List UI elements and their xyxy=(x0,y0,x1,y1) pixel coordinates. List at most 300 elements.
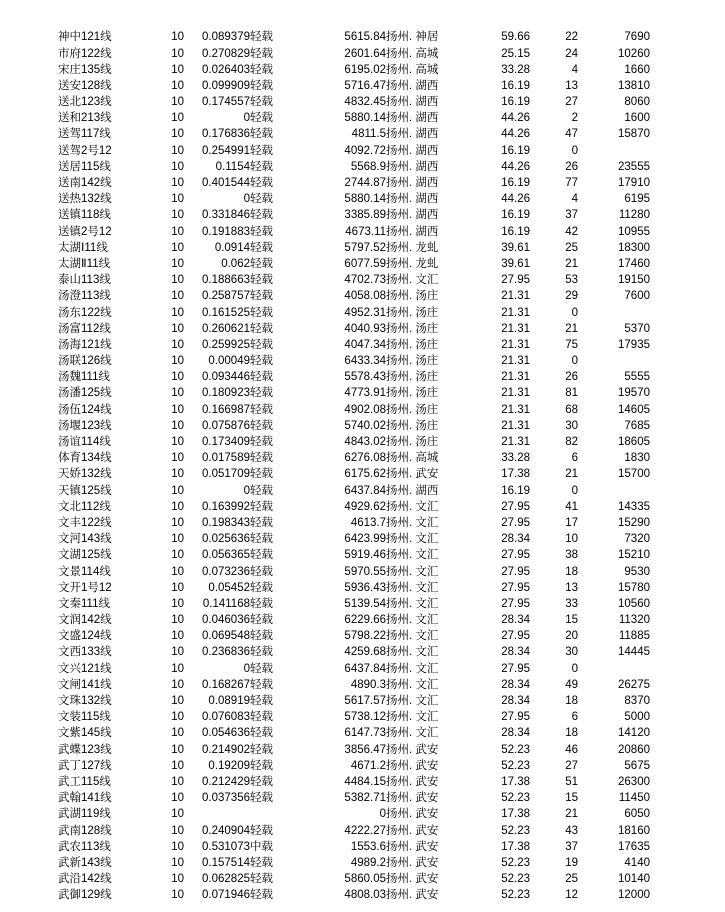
cell-line_name[interactable]: 武工115线 xyxy=(58,775,111,788)
cell-line_name[interactable]: 文景114线 xyxy=(58,565,111,578)
cell-total[interactable]: 14335 xyxy=(618,500,650,513)
cell-value[interactable] xyxy=(184,807,250,823)
cell-count[interactable]: 10 xyxy=(565,533,578,546)
cell-total[interactable]: 26300 xyxy=(618,775,650,788)
cell-amount[interactable]: 5798.22 xyxy=(344,630,386,643)
cell-amount[interactable]: 5880.14 xyxy=(344,193,386,206)
table-row[interactable] xyxy=(58,111,650,127)
cell-value[interactable]: 0.258757 xyxy=(202,290,250,303)
cell-value[interactable]: 0.161525 xyxy=(202,306,250,319)
cell-ten[interactable]: 10 xyxy=(171,306,184,319)
cell-line_name[interactable]: 汤魏111线 xyxy=(58,371,110,384)
cell-amount[interactable]: 4952.31 xyxy=(344,306,386,319)
cell-value[interactable]: 0.176836 xyxy=(202,128,250,141)
cell-line_name[interactable]: 汤富112线 xyxy=(58,322,111,335)
cell-area[interactable]: 扬州. 文汇 xyxy=(386,630,439,643)
cell-value[interactable]: 0 xyxy=(243,112,250,125)
cell-count[interactable]: 27 xyxy=(565,96,578,109)
cell-area[interactable]: 扬州. 武安 xyxy=(386,873,439,886)
cell-value[interactable]: 0.025636 xyxy=(202,533,250,546)
cell-count[interactable]: 15 xyxy=(565,792,578,805)
cell-ten[interactable]: 10 xyxy=(171,759,184,772)
cell-value[interactable]: 0.075876 xyxy=(202,419,250,432)
cell-ten[interactable]: 10 xyxy=(171,695,184,708)
cell-load_type[interactable]: 轻载 xyxy=(250,290,273,303)
cell-rate[interactable]: 33.28 xyxy=(501,452,530,465)
cell-line_name[interactable]: 汤伍124线 xyxy=(58,403,112,416)
table-row[interactable] xyxy=(58,192,650,208)
cell-line_name[interactable]: 天娇132线 xyxy=(58,468,112,481)
table-row[interactable] xyxy=(58,257,650,273)
cell-count[interactable]: 25 xyxy=(565,873,578,886)
cell-line_name[interactable]: 送镇2号12 xyxy=(58,225,112,238)
cell-line_name[interactable]: 太湖Ⅰ11线 xyxy=(58,241,108,254)
cell-ten[interactable]: 10 xyxy=(171,889,184,902)
cell-total[interactable]: 10260 xyxy=(618,47,650,60)
cell-amount[interactable]: 4058.08 xyxy=(344,290,386,303)
cell-count[interactable]: 37 xyxy=(565,209,578,222)
cell-rate[interactable]: 52.23 xyxy=(501,856,530,869)
cell-amount[interactable]: 6423.99 xyxy=(344,533,386,546)
cell-rate[interactable]: 21.31 xyxy=(501,403,530,416)
cell-load_type[interactable]: 轻载 xyxy=(250,743,273,756)
cell-amount[interactable]: 4222.27 xyxy=(344,824,386,837)
cell-load_type[interactable]: 轻载 xyxy=(250,112,273,125)
cell-value[interactable]: 0.259925 xyxy=(202,338,250,351)
cell-rate[interactable]: 52.23 xyxy=(501,759,530,772)
cell-line_name[interactable]: 文珠132线 xyxy=(58,695,112,708)
cell-rate[interactable]: 21.31 xyxy=(501,419,530,432)
cell-count[interactable]: 29 xyxy=(565,290,578,303)
cell-ten[interactable]: 10 xyxy=(171,209,184,222)
cell-amount[interactable]: 4811.5 xyxy=(351,128,386,141)
cell-rate[interactable]: 27.95 xyxy=(501,500,530,513)
cell-area[interactable]: 扬州. 汤庄 xyxy=(386,290,439,303)
cell-rate[interactable]: 17.38 xyxy=(501,468,530,481)
cell-count[interactable]: 37 xyxy=(565,840,578,853)
table-row[interactable] xyxy=(58,30,650,46)
cell-area[interactable]: 扬州. 文汇 xyxy=(386,500,439,513)
cell-load_type[interactable]: 轻载 xyxy=(250,468,273,481)
cell-area[interactable]: 扬州. 湖西 xyxy=(386,193,439,206)
cell-ten[interactable]: 10 xyxy=(171,96,184,109)
cell-load_type[interactable]: 轻载 xyxy=(250,355,273,368)
table-row[interactable] xyxy=(58,354,650,370)
cell-load_type[interactable]: 轻载 xyxy=(250,792,273,805)
cell-total[interactable]: 5000 xyxy=(624,711,650,724)
cell-rate[interactable]: 52.23 xyxy=(501,792,530,805)
table-row[interactable] xyxy=(58,483,650,499)
cell-ten[interactable]: 10 xyxy=(171,193,184,206)
cell-total[interactable]: 17460 xyxy=(618,257,650,270)
cell-load_type[interactable]: 轻载 xyxy=(250,775,273,788)
table-row[interactable] xyxy=(58,62,650,78)
cell-count[interactable]: 0 xyxy=(571,484,578,497)
cell-line_name[interactable]: 文湖125线 xyxy=(58,549,112,562)
cell-count[interactable]: 17 xyxy=(565,516,578,529)
cell-load_type[interactable]: 轻载 xyxy=(250,371,273,384)
cell-amount[interactable]: 4902.08 xyxy=(344,403,386,416)
cell-load_type[interactable]: 轻载 xyxy=(250,306,273,319)
cell-total[interactable] xyxy=(578,354,650,370)
cell-rate[interactable]: 21.31 xyxy=(501,306,530,319)
cell-area[interactable]: 扬州. 湖西 xyxy=(386,484,439,497)
cell-total[interactable]: 19150 xyxy=(618,274,650,287)
cell-load_type[interactable]: 轻载 xyxy=(250,614,273,627)
cell-rate[interactable]: 16.19 xyxy=(501,209,530,222)
cell-value[interactable]: 0.168267 xyxy=(202,678,250,691)
cell-ten[interactable]: 10 xyxy=(171,79,184,92)
cell-area[interactable]: 扬州. 文汇 xyxy=(386,516,439,529)
cell-count[interactable]: 0 xyxy=(571,306,578,319)
cell-line_name[interactable]: 市府122线 xyxy=(58,47,112,60)
cell-value[interactable]: 0.331846 xyxy=(202,209,250,222)
table-row[interactable] xyxy=(58,758,650,774)
cell-amount[interactable]: 4702.73 xyxy=(344,274,386,287)
cell-ten[interactable]: 10 xyxy=(171,711,184,724)
cell-area[interactable]: 扬州. 汤庄 xyxy=(386,338,439,351)
cell-area[interactable]: 扬州. 文汇 xyxy=(386,581,439,594)
cell-value[interactable]: 0.099909 xyxy=(202,79,250,92)
cell-value[interactable]: 0.531073 xyxy=(202,840,250,853)
table-row[interactable] xyxy=(58,645,650,661)
table-row[interactable] xyxy=(58,467,650,483)
cell-load_type[interactable]: 轻载 xyxy=(250,452,273,465)
cell-amount[interactable]: 6437.84 xyxy=(344,662,386,675)
cell-amount[interactable]: 5740.02 xyxy=(344,419,386,432)
cell-amount[interactable]: 4092.72 xyxy=(344,144,386,157)
cell-ten[interactable]: 10 xyxy=(171,468,184,481)
cell-rate[interactable]: 16.19 xyxy=(501,484,530,497)
cell-line_name[interactable]: 武丁127线 xyxy=(58,759,112,772)
table-row[interactable] xyxy=(58,839,650,855)
cell-value[interactable]: 0.174557 xyxy=(202,96,250,109)
cell-rate[interactable]: 21.31 xyxy=(501,355,530,368)
cell-ten[interactable]: 10 xyxy=(171,322,184,335)
cell-count[interactable]: 26 xyxy=(565,371,578,384)
cell-load_type[interactable]: 轻载 xyxy=(250,193,273,206)
cell-line_name[interactable]: 武御129线 xyxy=(58,889,112,902)
cell-load_type[interactable]: 轻载 xyxy=(250,662,273,675)
table-row[interactable] xyxy=(58,516,650,532)
cell-area[interactable]: 扬州. 文汇 xyxy=(386,678,439,691)
cell-value[interactable]: 0.1154 xyxy=(215,160,250,173)
cell-count[interactable]: 13 xyxy=(565,79,578,92)
cell-total[interactable]: 14120 xyxy=(618,727,650,740)
cell-total[interactable]: 6195 xyxy=(624,193,650,206)
cell-load_type[interactable]: 中载 xyxy=(250,840,273,853)
cell-load_type[interactable]: 轻载 xyxy=(250,403,273,416)
cell-area[interactable]: 扬州. 文汇 xyxy=(386,274,439,287)
cell-amount[interactable]: 6175.62 xyxy=(344,468,386,481)
cell-amount[interactable]: 5880.14 xyxy=(344,112,386,125)
cell-area[interactable]: 扬州. 汤庄 xyxy=(386,436,439,449)
cell-rate[interactable]: 28.34 xyxy=(501,646,530,659)
cell-count[interactable]: 33 xyxy=(565,597,578,610)
cell-line_name[interactable]: 送驾117线 xyxy=(58,128,111,141)
cell-amount[interactable]: 6195.02 xyxy=(344,63,386,76)
cell-total[interactable]: 20860 xyxy=(618,743,650,756)
cell-value[interactable]: 0.173409 xyxy=(202,436,250,449)
cell-area[interactable]: 扬州. 武安 xyxy=(386,792,439,805)
cell-value[interactable]: 0.157514 xyxy=(202,856,250,869)
cell-count[interactable]: 21 xyxy=(565,257,578,270)
cell-total[interactable]: 8060 xyxy=(624,96,650,109)
cell-value[interactable]: 0.260621 xyxy=(202,322,250,335)
cell-ten[interactable]: 10 xyxy=(171,597,184,610)
cell-line_name[interactable]: 文装115线 xyxy=(58,711,111,724)
table-row[interactable] xyxy=(58,629,650,645)
cell-rate[interactable]: 27.95 xyxy=(501,711,530,724)
cell-line_name[interactable]: 神中121线 xyxy=(58,31,112,44)
cell-line_name[interactable]: 汤联126线 xyxy=(58,355,112,368)
cell-count[interactable]: 0 xyxy=(571,662,578,675)
cell-value[interactable]: 0.19209 xyxy=(208,759,250,772)
cell-ten[interactable]: 10 xyxy=(171,63,184,76)
cell-value[interactable]: 0.166987 xyxy=(202,403,250,416)
cell-amount[interactable]: 5738.12 xyxy=(344,711,386,724)
cell-value[interactable]: 0.00049 xyxy=(208,355,250,368)
cell-total[interactable] xyxy=(578,661,650,677)
cell-load_type[interactable]: 轻载 xyxy=(250,79,273,92)
cell-amount[interactable]: 4671.2 xyxy=(350,759,386,772)
cell-rate[interactable]: 27.95 xyxy=(501,274,530,287)
table-row[interactable] xyxy=(58,419,650,435)
table-row[interactable] xyxy=(58,224,650,240)
cell-area[interactable]: 扬州. 湖西 xyxy=(386,79,439,92)
table-row[interactable] xyxy=(58,807,650,823)
cell-line_name[interactable]: 武沿142线 xyxy=(58,873,112,886)
table-row[interactable] xyxy=(58,726,650,742)
cell-count[interactable]: 38 xyxy=(565,549,578,562)
table-row[interactable] xyxy=(58,79,650,95)
cell-rate[interactable]: 21.31 xyxy=(501,371,530,384)
cell-value[interactable]: 0.073236 xyxy=(202,565,250,578)
cell-ten[interactable]: 10 xyxy=(171,47,184,60)
cell-line_name[interactable]: 汤澄113线 xyxy=(58,290,111,303)
cell-ten[interactable]: 10 xyxy=(171,257,184,270)
cell-total[interactable]: 9530 xyxy=(624,565,650,578)
cell-total[interactable]: 5370 xyxy=(624,322,650,335)
cell-value[interactable]: 0.240904 xyxy=(202,824,250,837)
cell-rate[interactable]: 39.61 xyxy=(501,257,530,270)
cell-amount[interactable]: 6147.73 xyxy=(344,727,386,740)
cell-area[interactable]: 扬州. 湖西 xyxy=(386,209,439,222)
cell-amount[interactable]: 6433.34 xyxy=(344,355,386,368)
cell-load_type[interactable]: 轻载 xyxy=(250,96,273,109)
cell-load_type[interactable]: 轻载 xyxy=(250,856,273,869)
cell-load_type[interactable]: 轻载 xyxy=(250,516,273,529)
cell-value[interactable]: 0.0914 xyxy=(214,241,250,254)
cell-ten[interactable]: 10 xyxy=(171,128,184,141)
table-row[interactable] xyxy=(58,305,650,321)
cell-amount[interactable]: 6276.08 xyxy=(344,452,386,465)
cell-count[interactable]: 47 xyxy=(565,128,578,141)
cell-line_name[interactable]: 送镇118线 xyxy=(58,209,111,222)
cell-amount[interactable]: 5970.55 xyxy=(344,565,386,578)
cell-amount[interactable]: 5716.47 xyxy=(344,79,386,92)
cell-count[interactable]: 51 xyxy=(565,775,578,788)
cell-rate[interactable]: 16.19 xyxy=(501,96,530,109)
cell-count[interactable]: 18 xyxy=(565,727,578,740)
cell-amount[interactable]: 4613.7 xyxy=(350,516,386,529)
cell-value[interactable]: 0.212429 xyxy=(202,775,250,788)
cell-total[interactable]: 11450 xyxy=(618,792,650,805)
cell-rate[interactable]: 21.31 xyxy=(501,322,530,335)
cell-ten[interactable]: 10 xyxy=(171,808,184,821)
cell-count[interactable]: 18 xyxy=(565,565,578,578)
cell-amount[interactable]: 4890.3 xyxy=(350,678,386,691)
cell-ten[interactable]: 10 xyxy=(171,160,184,173)
cell-load_type[interactable]: 轻载 xyxy=(250,160,273,173)
cell-value[interactable]: 0.017589 xyxy=(202,452,250,465)
cell-value[interactable]: 0.180923 xyxy=(202,387,250,400)
cell-load_type[interactable]: 轻载 xyxy=(250,630,273,643)
cell-load_type[interactable]: 轻载 xyxy=(250,47,273,60)
cell-count[interactable]: 21 xyxy=(565,808,578,821)
cell-total[interactable]: 15290 xyxy=(618,516,650,529)
cell-area[interactable]: 扬州. 文汇 xyxy=(386,597,439,610)
cell-line_name[interactable]: 文北112线 xyxy=(58,500,111,513)
cell-ten[interactable]: 10 xyxy=(171,241,184,254)
cell-area[interactable]: 扬州. 武安 xyxy=(386,889,439,902)
cell-ten[interactable]: 10 xyxy=(171,274,184,287)
cell-value[interactable]: 0.198343 xyxy=(202,516,250,529)
cell-total[interactable]: 10560 xyxy=(618,597,650,610)
table-row[interactable] xyxy=(58,435,650,451)
cell-count[interactable]: 6 xyxy=(571,452,578,465)
cell-line_name[interactable]: 送安128线 xyxy=(58,79,112,92)
cell-area[interactable]: 扬州. 湖西 xyxy=(386,112,439,125)
cell-total[interactable]: 17910 xyxy=(618,177,650,190)
cell-ten[interactable]: 10 xyxy=(171,678,184,691)
cell-value[interactable]: 0.05452 xyxy=(208,581,250,594)
cell-load_type[interactable]: 轻载 xyxy=(250,727,273,740)
cell-count[interactable]: 81 xyxy=(565,387,578,400)
cell-ten[interactable]: 10 xyxy=(171,500,184,513)
cell-value[interactable]: 0.062825 xyxy=(202,873,250,886)
cell-ten[interactable]: 10 xyxy=(171,792,184,805)
cell-area[interactable]: 扬州. 文汇 xyxy=(386,646,439,659)
cell-amount[interactable]: 5936.43 xyxy=(344,581,386,594)
cell-count[interactable]: 21 xyxy=(565,468,578,481)
cell-line_name[interactable]: 汤东122线 xyxy=(58,306,112,319)
cell-amount[interactable]: 3385.89 xyxy=(344,209,386,222)
cell-area[interactable]: 扬州. 汤庄 xyxy=(386,306,439,319)
cell-area[interactable]: 扬州. 龙虬 xyxy=(386,241,439,254)
cell-count[interactable]: 49 xyxy=(565,678,578,691)
cell-line_name[interactable]: 汤谊114线 xyxy=(58,436,111,449)
cell-value[interactable]: 0.046036 xyxy=(202,614,250,627)
cell-value[interactable]: 0.236836 xyxy=(202,646,250,659)
cell-rate[interactable]: 27.95 xyxy=(501,565,530,578)
cell-load_type[interactable]: 轻载 xyxy=(250,274,273,287)
table-row[interactable] xyxy=(58,289,650,305)
cell-value[interactable]: 0.093446 xyxy=(202,371,250,384)
cell-load_type[interactable]: 轻载 xyxy=(250,581,273,594)
cell-count[interactable]: 12 xyxy=(565,889,578,902)
cell-count[interactable]: 53 xyxy=(565,274,578,287)
table-row[interactable] xyxy=(58,451,650,467)
cell-value[interactable]: 0.191883 xyxy=(202,225,250,238)
cell-count[interactable]: 77 xyxy=(565,177,578,190)
table-row[interactable] xyxy=(58,597,650,613)
cell-area[interactable]: 扬州. 汤庄 xyxy=(386,322,439,335)
cell-area[interactable]: 扬州. 汤庄 xyxy=(386,371,439,384)
cell-ten[interactable]: 10 xyxy=(171,727,184,740)
cell-rate[interactable]: 52.23 xyxy=(501,873,530,886)
cell-total[interactable]: 13810 xyxy=(618,79,650,92)
cell-value[interactable]: 0.069548 xyxy=(202,630,250,643)
cell-load_type[interactable]: 轻载 xyxy=(250,419,273,432)
cell-total[interactable] xyxy=(578,143,650,159)
table-row[interactable] xyxy=(58,613,650,629)
table-row[interactable] xyxy=(58,499,650,515)
cell-load_type[interactable]: 轻载 xyxy=(250,533,273,546)
cell-amount[interactable]: 4047.34 xyxy=(344,338,386,351)
cell-total[interactable]: 15870 xyxy=(618,128,650,141)
cell-value[interactable]: 0.026403 xyxy=(202,63,250,76)
cell-count[interactable]: 15 xyxy=(565,614,578,627)
table-row[interactable] xyxy=(58,46,650,62)
cell-rate[interactable]: 25.15 xyxy=(501,47,530,60)
cell-amount[interactable]: 4808.03 xyxy=(344,889,386,902)
cell-load_type[interactable]: 轻载 xyxy=(250,873,273,886)
cell-rate[interactable]: 16.19 xyxy=(501,79,530,92)
cell-rate[interactable]: 21.31 xyxy=(501,436,530,449)
cell-load_type[interactable]: 轻载 xyxy=(250,177,273,190)
table-row[interactable] xyxy=(58,176,650,192)
cell-area[interactable]: 扬州. 文汇 xyxy=(386,711,439,724)
cell-total[interactable]: 1660 xyxy=(624,63,650,76)
cell-count[interactable]: 20 xyxy=(565,630,578,643)
cell-area[interactable]: 扬州. 湖西 xyxy=(386,177,439,190)
cell-amount[interactable]: 4673.11 xyxy=(345,225,386,238)
cell-ten[interactable]: 10 xyxy=(171,646,184,659)
table-row[interactable] xyxy=(58,856,650,872)
cell-value[interactable]: 0.141168 xyxy=(202,597,250,610)
cell-ten[interactable]: 10 xyxy=(171,840,184,853)
cell-rate[interactable]: 16.19 xyxy=(501,144,530,157)
cell-area[interactable]: 扬州. 武安 xyxy=(386,840,439,853)
cell-amount[interactable]: 4843.02 xyxy=(344,436,386,449)
cell-value[interactable]: 0.254991 xyxy=(202,144,250,157)
cell-total[interactable]: 26275 xyxy=(618,678,650,691)
cell-area[interactable]: 扬州. 汤庄 xyxy=(386,387,439,400)
cell-area[interactable]: 扬州. 武安 xyxy=(386,743,439,756)
cell-amount[interactable]: 4040.93 xyxy=(344,322,386,335)
cell-value[interactable]: 0 xyxy=(243,484,250,497)
cell-load_type[interactable]: 轻载 xyxy=(250,889,273,902)
cell-area[interactable]: 扬州. 文汇 xyxy=(386,614,439,627)
cell-load_type[interactable]: 轻载 xyxy=(250,565,273,578)
table-row[interactable] xyxy=(58,710,650,726)
cell-amount[interactable]: 4773.91 xyxy=(344,387,386,400)
cell-count[interactable]: 0 xyxy=(571,355,578,368)
cell-load_type[interactable]: 轻载 xyxy=(250,695,273,708)
cell-line_name[interactable]: 武蝶123线 xyxy=(58,743,112,756)
cell-line_name[interactable]: 送北123线 xyxy=(58,96,112,109)
cell-area[interactable]: 扬州. 武安 xyxy=(386,824,439,837)
cell-amount[interactable]: 1553.6 xyxy=(350,840,386,853)
cell-rate[interactable]: 44.26 xyxy=(501,128,530,141)
cell-line_name[interactable]: 送南142线 xyxy=(58,177,112,190)
cell-value[interactable]: 0.163992 xyxy=(202,500,250,513)
cell-count[interactable]: 75 xyxy=(565,338,578,351)
cell-area[interactable]: 扬州. 文汇 xyxy=(386,549,439,562)
cell-rate[interactable]: 21.31 xyxy=(501,338,530,351)
cell-count[interactable]: 4 xyxy=(571,193,578,206)
